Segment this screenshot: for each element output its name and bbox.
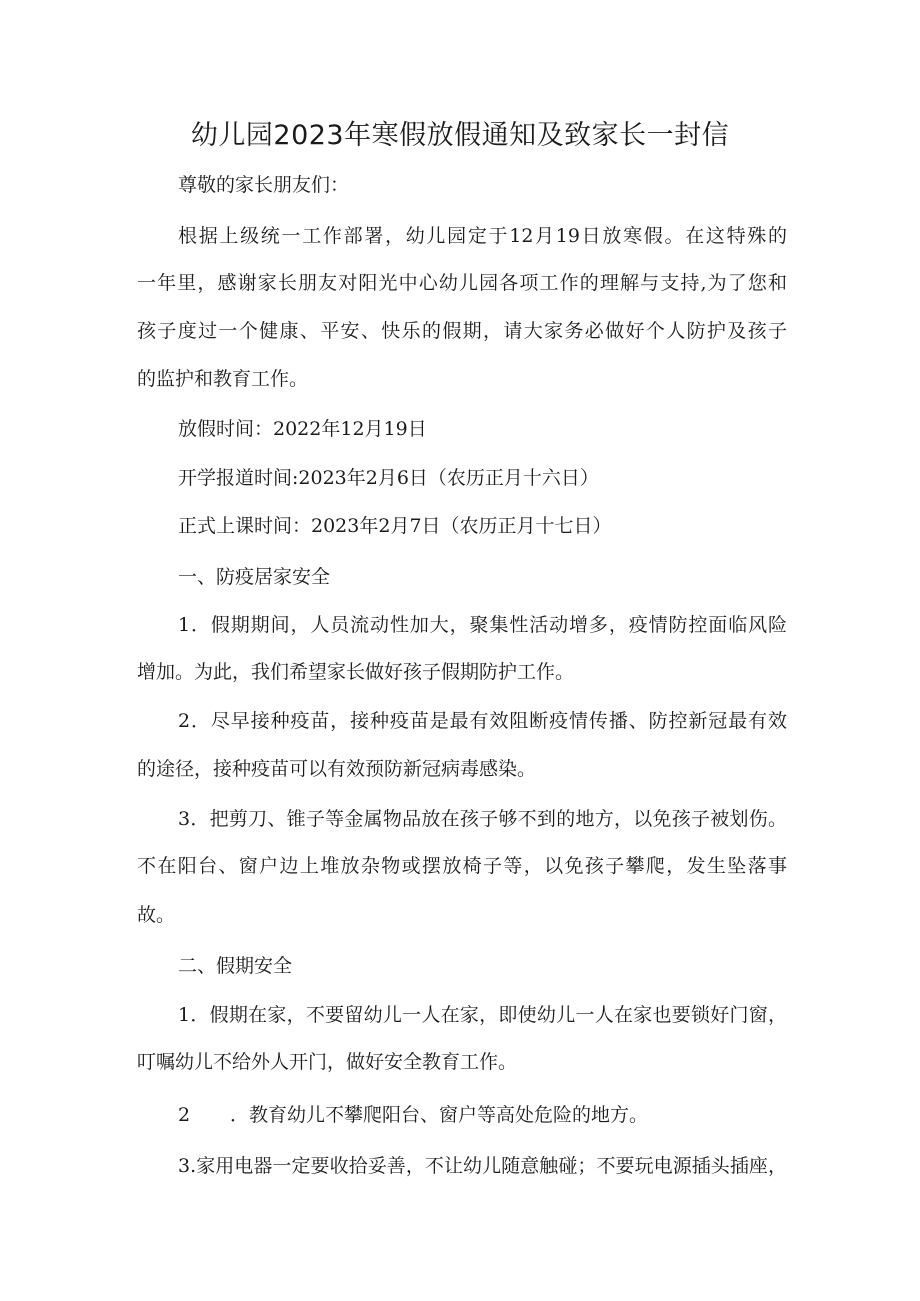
section-2-item-1-line-2: 叮嘱幼儿不给外人开门，做好安全教育工作。 <box>137 1051 518 1073</box>
report-date: 开学报道时间:2023年2月6日（农历正月十六日） <box>178 467 599 489</box>
section-2-item-3-line-1: 3.家用电器一定要收拾妥善，不让幼儿随意触碰；不要玩电源插头插座， <box>178 1155 787 1177</box>
intro-line-1: 根据上级统一工作部署，幼儿园定于12月19日放寒假。在这特殊的 <box>178 225 787 247</box>
section-1-heading: 一、防疫居家安全 <box>178 566 331 588</box>
section-1-item-3-line-2: 不在阳台、窗户边上堆放杂物或摆放椅子等，以免孩子攀爬，发生坠落事 <box>137 855 787 877</box>
section-2-heading: 二、假期安全 <box>178 955 293 977</box>
document-title: 幼儿园2023年寒假放假通知及致家长一封信 <box>190 120 730 151</box>
section-2-item-2-text: ．教育幼儿不攀爬阳台、窗户等高处危险的地方。 <box>230 1104 649 1126</box>
section-2-item-2-number: 2 <box>178 1104 191 1126</box>
section-1-item-3-line-1: 3．把剪刀、锥子等金属物品放在孩子够不到的地方，以免孩子被划伤。 <box>178 808 787 830</box>
holiday-date: 放假时间：2022年12月19日 <box>178 418 427 440</box>
intro-line-4: 的监护和教育工作。 <box>137 368 309 390</box>
greeting: 尊敬的家长朋友们： <box>178 174 350 196</box>
section-1-item-2-line-2: 的途径，接种疫苗可以有效预防新冠病毒感染。 <box>137 758 537 780</box>
intro-line-2: 一年里，感谢家长朋友对阳光中心幼儿园各项工作的理解与支持,为了您和 <box>137 272 787 294</box>
class-start-date: 正式上课时间：2023年2月7日（农历正月十七日） <box>178 515 612 537</box>
section-2-item-1-line-1: 1．假期在家，不要留幼儿一人在家，即使幼儿一人在家也要锁好门窗， <box>178 1004 787 1026</box>
section-1-item-1-line-2: 增加。为此，我们希望家长做好孩子假期防护工作。 <box>137 661 575 683</box>
intro-line-3: 孩子度过一个健康、平安、快乐的假期，请大家务必做好个人防护及孩子 <box>137 320 787 342</box>
section-1-item-3-line-3: 故。 <box>137 904 176 926</box>
section-1-item-1-line-1: 1．假期期间，人员流动性加大，聚集性活动增多，疫情防控面临风险 <box>178 614 787 636</box>
section-1-item-2-line-1: 2．尽早接种疫苗，接种疫苗是最有效阻断疫情传播、防控新冠最有效 <box>178 710 787 732</box>
section-2-item-2 <box>178 1100 648 1130</box>
